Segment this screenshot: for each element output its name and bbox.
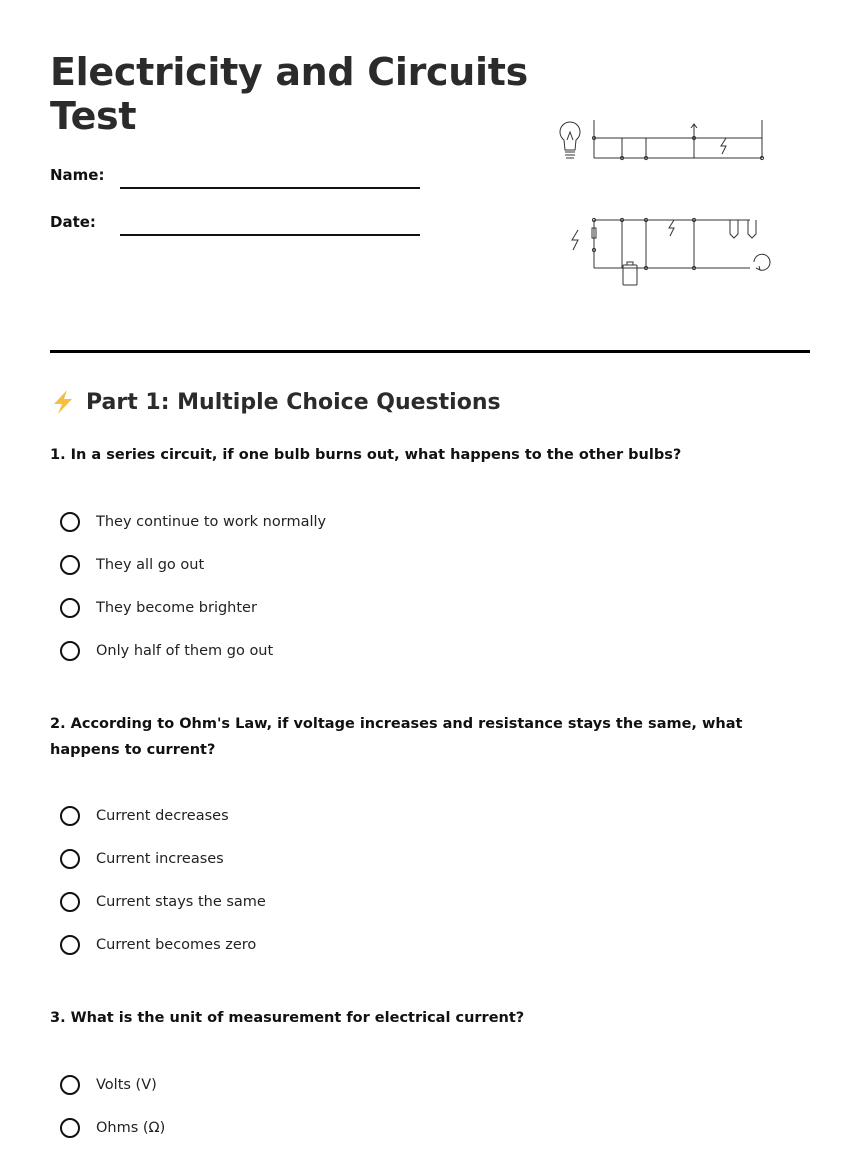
option-label: Ohms (Ω) [96, 1120, 166, 1136]
section-heading [50, 388, 501, 416]
option-label: They all go out [96, 557, 205, 573]
radio-button[interactable] [60, 849, 80, 869]
name-label: Name: [50, 166, 105, 184]
option-1a[interactable] [60, 509, 326, 535]
radio-button[interactable] [60, 641, 80, 661]
name-field[interactable] [120, 187, 420, 189]
option-1c[interactable] [60, 595, 257, 621]
question-3: 3. What is the unit of measurement for electrical current? [50, 1010, 525, 1026]
radio-button[interactable] [60, 806, 80, 826]
option-label: Volts (V) [96, 1077, 157, 1093]
radio-button[interactable] [60, 892, 80, 912]
option-2a[interactable] [60, 803, 229, 829]
radio-button[interactable] [60, 512, 80, 532]
section-divider [50, 350, 810, 353]
question-1: 1. In a series circuit, if one bulb burns out, what happens to the other bulbs? [50, 447, 682, 463]
radio-button[interactable] [60, 935, 80, 955]
lightning-bolt-icon [572, 230, 578, 250]
option-label: They continue to work normally [96, 514, 327, 530]
option-2d[interactable] [60, 932, 256, 958]
page-title: Electricity and Circuits Test [50, 50, 528, 138]
option-label: Current decreases [96, 808, 229, 824]
option-label: Only half of them go out [96, 643, 274, 659]
section-title: Part 1: Multiple Choice Questions [86, 389, 501, 415]
radio-button[interactable] [60, 555, 80, 575]
option-2b[interactable] [60, 846, 224, 872]
radio-button[interactable] [60, 1075, 80, 1095]
option-3a[interactable] [60, 1072, 157, 1098]
option-label: Current stays the same [96, 894, 266, 910]
date-field[interactable] [120, 234, 420, 236]
option-1b[interactable] [60, 552, 204, 578]
circuit-diagrams-illustration [550, 110, 780, 300]
question-2: 2. According to Ohm's Law, if voltage increases and resistance stays the same, what happens to current? [50, 716, 743, 758]
option-2c[interactable] [60, 889, 266, 915]
radio-button[interactable] [60, 1118, 80, 1138]
option-label: Current becomes zero [96, 937, 257, 953]
lightning-bolt-icon [721, 138, 726, 154]
lightning-bolt-icon [50, 388, 76, 416]
option-1d[interactable] [60, 638, 273, 664]
option-label: They become brighter [96, 600, 257, 616]
light-bulb-icon [560, 122, 580, 158]
date-label: Date: [50, 213, 96, 231]
lightning-bolt-icon [669, 220, 674, 236]
option-label: Current increases [96, 851, 224, 867]
option-3b[interactable] [60, 1115, 165, 1141]
radio-button[interactable] [60, 598, 80, 618]
